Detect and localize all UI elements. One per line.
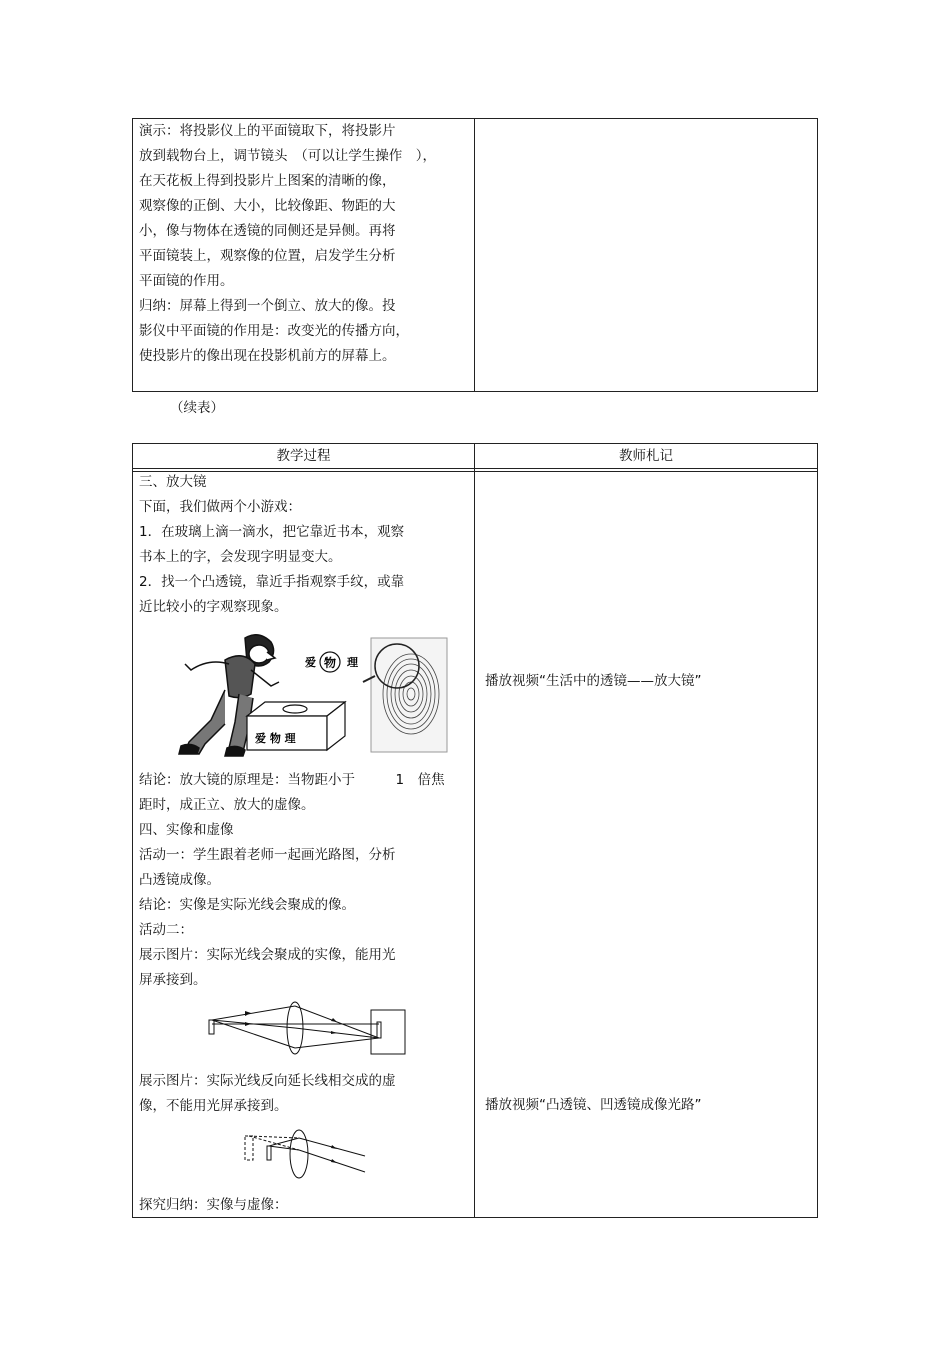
- text-line: 平面镜的作用。: [139, 273, 234, 289]
- continued-label: （续表）: [170, 400, 224, 416]
- text-line: 活动一：学生跟着老师一起画光路图，分析: [139, 847, 396, 863]
- text-line: 归纳：屏幕上得到一个倒立、放大的像。投: [139, 298, 396, 314]
- section-real-virtual: [139, 768, 473, 993]
- section-magnifier: [139, 470, 469, 620]
- float-label-3: 理: [347, 656, 358, 669]
- header-teaching-process: 教学过程: [276, 448, 331, 464]
- text-line: 放到载物台上，调节镜头 （可以让学生操作 ），: [139, 148, 436, 164]
- section-heading: 四、实像和虚像: [139, 822, 234, 838]
- text-line: 像，不能用光屏承接到。: [139, 1098, 288, 1114]
- teacher-note-video-lens-path: 播放视频“凸透镜、凹透镜成像光路”: [485, 1097, 702, 1113]
- text-line: 距时，成正立、放大的虚像。: [139, 797, 315, 813]
- text-line: 结论：实像是实际光线会聚成的像。: [139, 897, 355, 913]
- text-line: 探究归纳：实像与虚像：: [139, 1197, 288, 1213]
- text-line: 影仪中平面镜的作用是：改变光的传播方向，: [139, 323, 409, 339]
- text-line: 使投影片的像出现在投影机前方的屏幕上。: [139, 348, 396, 364]
- text-line: 展示图片：实际光线会聚成的实像，能用光: [139, 947, 396, 963]
- text-line: 书本上的字，会发现字明显变大。: [139, 549, 342, 565]
- text-line: 下面，我们做两个小游戏：: [139, 499, 301, 515]
- text-line: 演示：将投影仪上的平面镜取下，将投影片: [139, 123, 396, 139]
- text-line: 1．在玻璃上滴一滴水，把它靠近书本，观察: [139, 524, 405, 540]
- virtual-image-diagram: [241, 1128, 371, 1180]
- teacher-note-video-magnifier: 播放视频“生活中的透镜——放大镜”: [485, 673, 702, 689]
- text-line: 小，像与物体在透镜的同侧还是异侧。再将: [139, 223, 396, 239]
- box-label: 爱 物 理: [255, 732, 296, 745]
- text-line: 近比较小的字观察现象。: [139, 599, 288, 615]
- virtual-image-text: [139, 1069, 469, 1119]
- text-line: 屏承接到。: [139, 972, 207, 988]
- real-image-diagram: [201, 1000, 411, 1062]
- float-label-2: 物: [324, 656, 337, 670]
- text-line: 结论：放大镜的原理是：当物距小于 1 倍焦: [139, 772, 445, 788]
- float-label-1: 爱: [305, 656, 316, 669]
- text-line: 平面镜装上，观察像的位置，启发学生分析: [139, 248, 396, 264]
- text-line: 观察像的正倒、大小，比较像距、物距的大: [139, 198, 396, 214]
- magnifier-illustration: [155, 630, 455, 760]
- header-teacher-notes: 教师札记: [619, 448, 673, 464]
- table-continued: [132, 118, 818, 392]
- text-line: 凸透镜成像。: [139, 872, 220, 888]
- fingerprint-image: [363, 638, 447, 752]
- text-line: 在天花板上得到投影片上图案的清晰的像，: [139, 173, 396, 189]
- text-line: 活动二：: [139, 922, 193, 938]
- section-heading: 三、放大镜: [139, 474, 207, 490]
- header-divider: [133, 468, 817, 469]
- table-divider: [474, 119, 475, 391]
- table-divider: [474, 444, 475, 1217]
- text-line: 展示图片：实际光线反向延长线相交成的虚: [139, 1073, 396, 1089]
- text-line: 2．找一个凸透镜，靠近手指观察手纹，或靠: [139, 574, 405, 590]
- summary-text: [139, 1193, 469, 1218]
- table-main: [132, 443, 818, 1218]
- teaching-process-cell: [139, 119, 469, 369]
